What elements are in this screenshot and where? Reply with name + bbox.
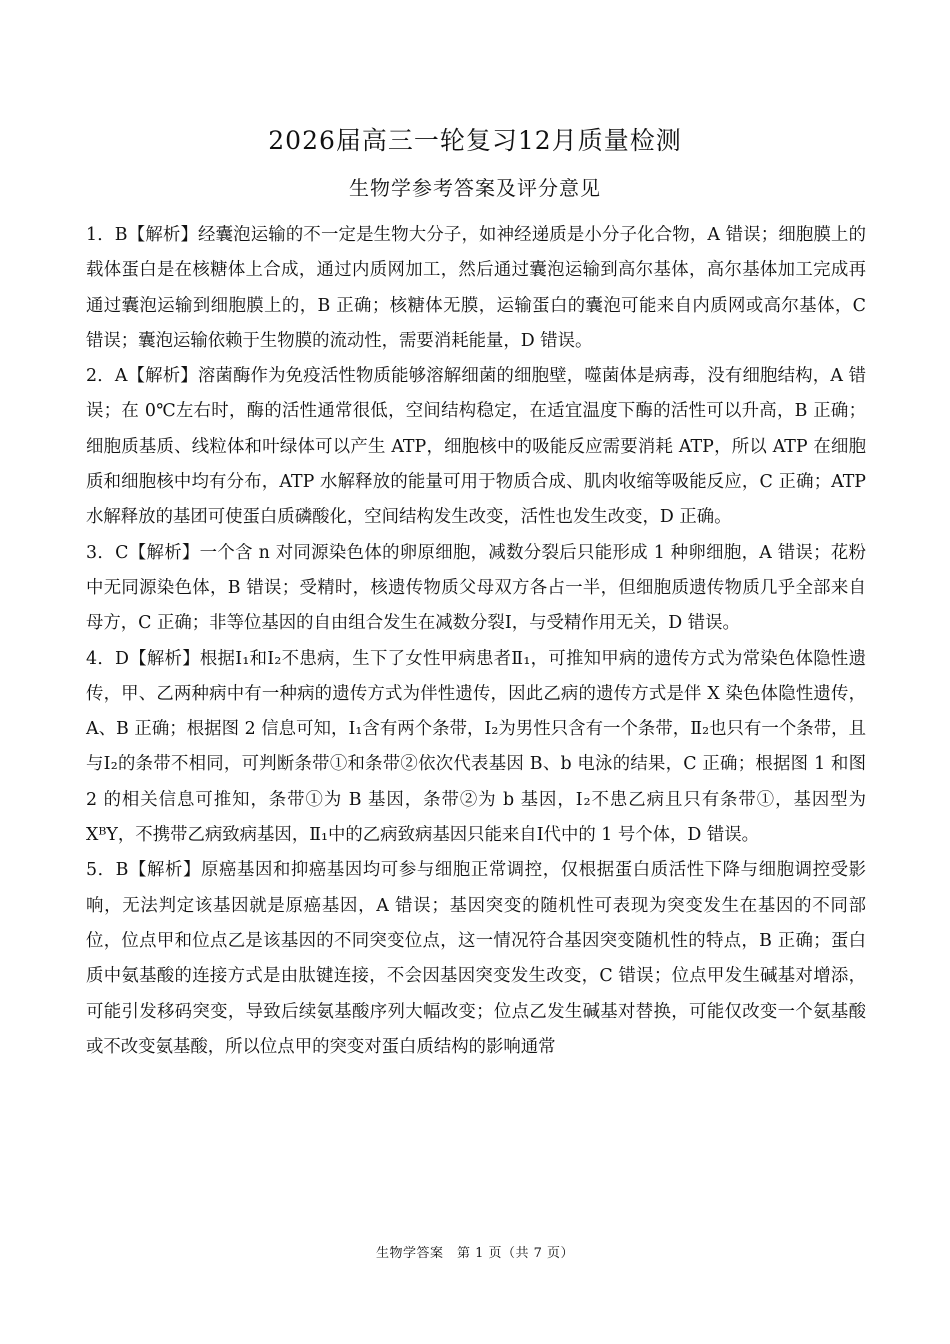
answer-list xyxy=(86,218,866,1065)
document-title: 2026届高三一轮复习12月质量检测 xyxy=(268,126,682,155)
answer-item-5: 5．B【解析】原癌基因和抑癌基因均可参与细胞正常调控，仅根据蛋白质活性下降与细胞调控受影响，无法判定该基因就是原癌基因，A 错误；基因突变的随机性可表现为突变发生在基因的不同部位，位点甲和位点乙是该基因的不同突变位点，这一情况符合基因突变随机性的特点，B 正确；蛋白质中氨基酸的连接方式是由肽键连接，不会因基因突变发生改变，C 错误；位点甲发生碱基对增添，可能引发移码突变，导致后续氨基酸序列大幅改变；位点乙发生碱基对替换，可能仅改变一个氨基酸或不改变氨基酸，所以位点甲的突变对蛋白质结构的影响通常 xyxy=(86,860,866,1057)
page-footer: 生物学答案 第 1 页（共 7 页） xyxy=(375,1246,575,1261)
answer-item-1: 1．B【解析】经囊泡运输的不一定是生物大分子，如神经递质是小分子化合物，A 错误；细胞膜上的载体蛋白是在核糖体上合成，通过内质网加工，然后通过囊泡运输到高尔基体，高尔基体加工完成再通过囊泡运输到细胞膜上的，B 正确；核糖体无膜，运输蛋白的囊泡可能来自内质网或高尔基体，C 错误；囊泡运输依赖于生物膜的流动性，需要消耗能量，D 错误。 xyxy=(86,225,866,351)
answer-item-4: 4．D【解析】根据Ⅰ₁和Ⅰ₂不患病，生下了女性甲病患者Ⅱ₁，可推知甲病的遗传方式为常染色体隐性遗传，甲、乙两种病中有一种病的遗传方式为伴性遗传，因此乙病的遗传方式是伴 X 染色体隐性遗传，A、B 正确；根据图 2 信息可知，Ⅰ₁含有两个条带，Ⅰ₂为男性只含有一个条带，Ⅱ₂也只有一个条带，且与Ⅰ₂的条带不相同，可判断条带①和条带②依次代表基因 B、b 电泳的结果，C 正确；根据图 1 和图 2 的相关信息可推知，条带①为 B 基因，条带②为 b 基因，Ⅰ₂不患乙病且只有条带①，基因型为 XᴮY，不携带乙病致病基因，Ⅱ₁中的乙病致病基因只能来自Ⅰ代中的 1 号个体，D 错误。 xyxy=(86,648,866,846)
answer-item-2: 2．A【解析】溶菌酶作为免疫活性物质能够溶解细菌的细胞壁，噬菌体是病毒，没有细胞结构，A 错误；在 0℃左右时，酶的活性通常很低，空间结构稳定，在适宜温度下酶的活性可以升高，B 正确；细胞质基质、线粒体和叶绿体可以产生 ATP，细胞核中的吸能反应需要消耗 ATP，所以 ATP 在细胞质和细胞核中均有分布，ATP 水解释放的能量可用于物质合成、肌肉收缩等吸能反应，C 正确；ATP 水解释放的基团可使蛋白质磷酸化，空间结构发生改变，活性也发生改变，D 正确。 xyxy=(86,366,866,528)
document-subtitle: 生物学参考答案及评分意见 xyxy=(349,176,601,200)
answer-item-3: 3．C【解析】一个含 n 对同源染色体的卵原细胞，减数分裂后只能形成 1 种卵细胞，A 错误；花粉中无同源染色体，B 错误；受精时，核遗传物质父母双方各占一半，但细胞质遗传物质几乎全部来自母方，C 正确；非等位基因的自由组合发生在减数分裂Ⅰ，与受精作用无关，D 错误。 xyxy=(86,542,866,634)
